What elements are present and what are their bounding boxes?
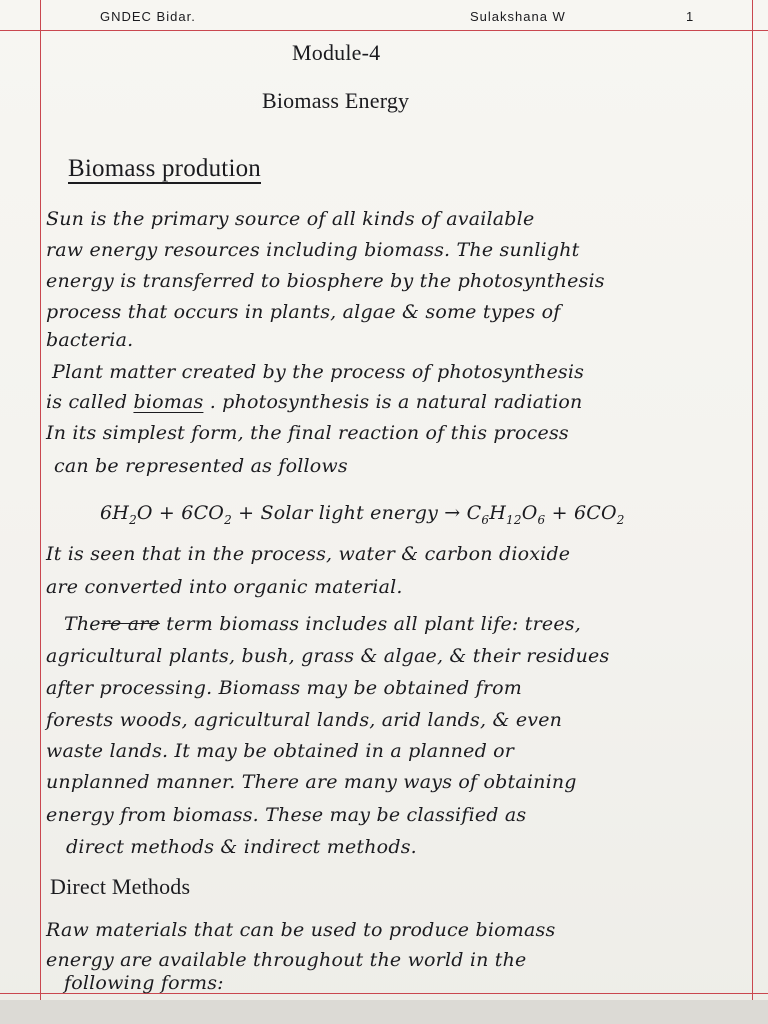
paragraph-line: after processing. Biomass may be obtained from xyxy=(46,677,523,699)
eq-subscript: 2 xyxy=(129,512,137,527)
paragraph-line: Raw materials that can be used to produce biomass xyxy=(46,919,556,941)
page-bottom-edge xyxy=(0,1000,768,1024)
photosynthesis-equation xyxy=(100,502,625,527)
text-fragment: The xyxy=(64,613,101,635)
eq-part: O + 6CO xyxy=(136,502,225,524)
eq-subscript: 2 xyxy=(224,512,232,527)
paragraph-line: are converted into organic material. xyxy=(46,576,403,598)
text-fragment: is called xyxy=(46,391,128,413)
text-fragment: . photosynthesis is a natural radiation xyxy=(209,391,583,413)
paragraph-line: Sun is the primary source of all kinds of available xyxy=(46,208,535,230)
eq-part: + 6CO xyxy=(545,502,617,524)
paragraph-line: waste lands. It may be obtained in a planned or xyxy=(46,740,515,762)
paragraph-line: agricultural plants, bush, grass & algae, & their residues xyxy=(46,645,610,667)
left-margin-line xyxy=(40,0,41,1000)
eq-part: + Solar light energy → xyxy=(231,502,461,524)
page-title: Biomass Energy xyxy=(262,88,410,113)
eq-subscript: 12 xyxy=(506,512,522,527)
underlined-term-biomas: biomas xyxy=(133,391,204,413)
eq-part: C xyxy=(466,502,482,524)
paragraph-line: unplanned manner. There are many ways of obtaining xyxy=(46,771,577,793)
eq-subscript: 2 xyxy=(616,512,625,527)
eq-part: O xyxy=(521,502,538,524)
paragraph-line: can be represented as follows xyxy=(54,455,348,477)
section-heading-direct-methods: Direct Methods xyxy=(50,874,191,899)
eq-subscript: 6 xyxy=(481,512,490,527)
paragraph-line: energy is transferred to biosphere by the photosynthesis xyxy=(46,270,605,292)
paragraph-line: forests woods, agricultural lands, arid lands, & even xyxy=(46,709,563,731)
paragraph-line xyxy=(64,613,581,635)
paragraph-line: Plant matter created by the process of photosynthesis xyxy=(52,361,585,383)
paragraph-line: energy are available throughout the world in the xyxy=(46,949,527,971)
college-name: GNDEC Bidar. xyxy=(100,9,196,24)
eq-part: 6H xyxy=(100,502,130,524)
paragraph-line: In its simplest form, the final reaction of this process xyxy=(46,422,569,444)
author-name: Sulakshana W xyxy=(470,9,566,24)
paragraph-line: raw energy resources including biomass. The sunlight xyxy=(46,239,580,261)
text-fragment: term biomass includes all plant life: trees, xyxy=(160,613,581,635)
paragraph-line: It is seen that in the process, water & carbon dioxide xyxy=(46,543,571,565)
paragraph-line: bacteria. xyxy=(46,329,134,351)
paragraph-line xyxy=(46,391,583,413)
paragraph-line: process that occurs in plants, algae & some types of xyxy=(46,301,561,323)
struck-out-text: re are xyxy=(100,613,160,635)
eq-part: H xyxy=(489,502,507,524)
top-rule-line xyxy=(0,30,768,31)
page-number: 1 xyxy=(686,9,695,24)
paragraph-line: direct methods & indirect methods. xyxy=(66,836,417,858)
right-margin-line xyxy=(752,0,753,1000)
eq-subscript: 6 xyxy=(537,512,546,527)
section-heading-biomass-production: Biomass prodution xyxy=(68,155,261,182)
paragraph-line: energy from biomass. These may be classified as xyxy=(46,804,527,826)
module-label: Module-4 xyxy=(292,40,381,65)
paragraph-line: following forms: xyxy=(64,972,224,994)
